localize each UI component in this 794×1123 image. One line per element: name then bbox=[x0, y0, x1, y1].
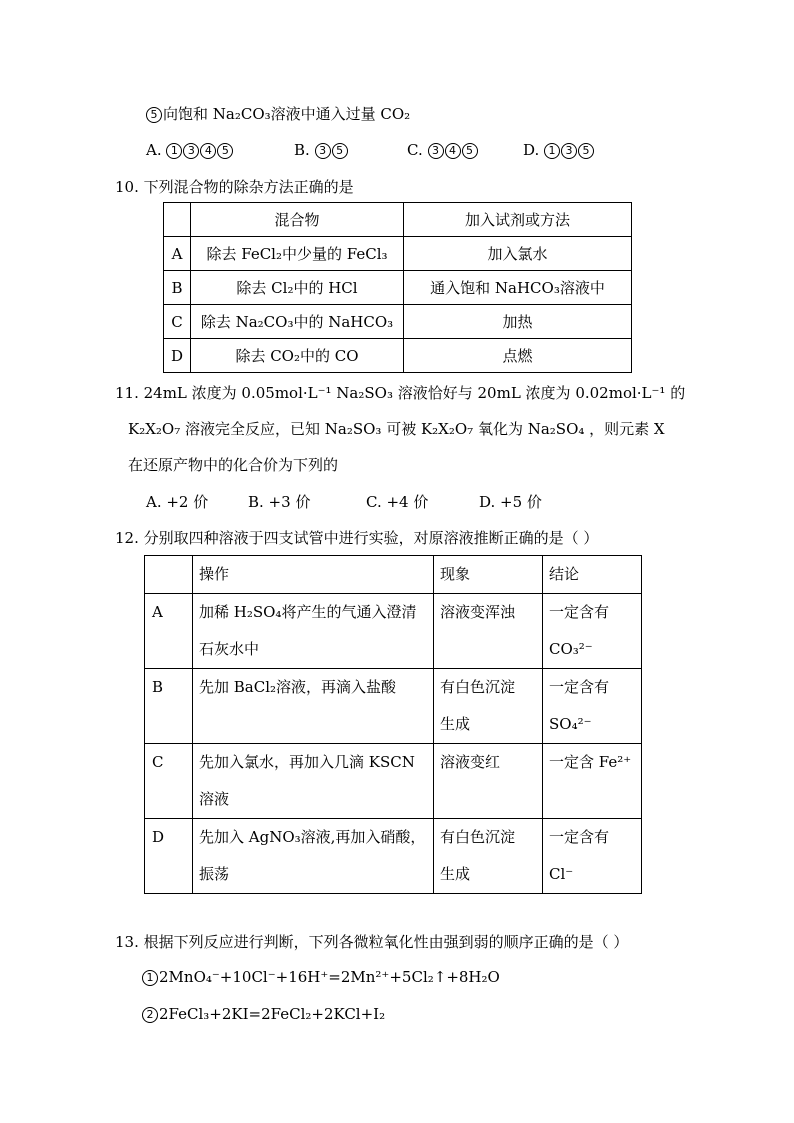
circled-number: 5 bbox=[146, 107, 162, 123]
table-row: C 先加入氯水，再加入几滴 KSCN 溶液 溶液变红 一定含 Fe²⁺ bbox=[145, 744, 642, 819]
q12-title: 12. 分别取四种溶液于四支试管中进行实验，对原溶液推断正确的是（ ） bbox=[115, 529, 599, 547]
circled-number: 5 bbox=[332, 143, 348, 159]
circled-number: 3 bbox=[315, 143, 331, 159]
circled-number: 1 bbox=[544, 143, 560, 159]
q10-table bbox=[163, 202, 632, 373]
circled-number: 1 bbox=[142, 970, 158, 986]
circled-number: 2 bbox=[142, 1007, 158, 1023]
table-row: D 除去 CO₂中的 CO 点燃 bbox=[164, 339, 632, 373]
circled-number: 5 bbox=[578, 143, 594, 159]
header-operation: 操作 bbox=[193, 556, 434, 594]
q9-option-c: C. 3 4 5 bbox=[407, 141, 479, 159]
header-conclusion: 结论 bbox=[543, 556, 642, 594]
circled-number: 1 bbox=[166, 143, 182, 159]
table-header-row bbox=[164, 203, 632, 237]
q9-option-b: B. 3 5 bbox=[294, 141, 349, 159]
q11-line-1: 11. 24mL 浓度为 0.05mol·L⁻¹ Na₂SO₃ 溶液恰好与 20mL 浓度为 0.02mol·L⁻¹ 的 bbox=[115, 384, 686, 402]
circled-number: 3 bbox=[428, 143, 444, 159]
q13-equation-1: 1 2MnO₄⁻+10Cl⁻+16H⁺=2Mn²⁺+5Cl₂↑+8H₂O bbox=[142, 968, 500, 986]
circled-number: 5 bbox=[462, 143, 478, 159]
table-row: C 除去 Na₂CO₃中的 NaHCO₃ 加热 bbox=[164, 305, 632, 339]
circled-number: 5 bbox=[217, 143, 233, 159]
q13-title: 13. 根据下列反应进行判断，下列各微粒氧化性由强到弱的顺序正确的是（ ） bbox=[115, 933, 629, 951]
circled-number: 4 bbox=[200, 143, 216, 159]
header-phenomenon: 现象 bbox=[434, 556, 543, 594]
q11-line-2: K₂X₂O₇ 溶液完全反应，已知 Na₂SO₃ 可被 K₂X₂O₇ 氧化为 Na₂SO₄ ，则元素 X bbox=[128, 420, 665, 438]
table-row: B 除去 Cl₂中的 HCl 通入饱和 NaHCO₃溶液中 bbox=[164, 271, 632, 305]
table-row: D 先加入 AgNO₃溶液,再加入硝酸， 振荡 有白色沉淀 生成 一定含有 Cl⁻ bbox=[145, 819, 642, 894]
q13-equation-2: 2 2FeCl₃+2KI=2FeCl₂+2KCl+I₂ bbox=[142, 1005, 385, 1023]
circled-number: 3 bbox=[561, 143, 577, 159]
q11-option-d: D. +5 价 bbox=[479, 493, 542, 511]
q9-item-5 bbox=[146, 103, 410, 124]
table-row: A 除去 FeCl₂中少量的 FeCl₃ 加入氯水 bbox=[164, 237, 632, 271]
table-row: A 加稀 H₂SO₄将产生的气通入澄清 石灰水中 溶液变浑浊 一定含有 CO₃²⁻ bbox=[145, 594, 642, 669]
q10-title: 10. 下列混合物的除杂方法正确的是 bbox=[115, 178, 354, 196]
circled-number: 3 bbox=[183, 143, 199, 159]
q9-item-5-text: 向饱和 Na₂CO₃溶液中通入过量 CO₂ bbox=[163, 105, 411, 123]
q11-option-c: C. +4 价 bbox=[366, 493, 429, 511]
header-mixture: 混合物 bbox=[191, 203, 404, 237]
circled-number: 4 bbox=[445, 143, 461, 159]
q9-option-d: D. 1 3 5 bbox=[523, 141, 595, 159]
table-row: B 先加 BaCl₂溶液，再滴入盐酸 有白色沉淀 生成 一定含有 SO₄²⁻ bbox=[145, 669, 642, 744]
q9-option-a: A. 1 3 4 5 bbox=[146, 141, 234, 159]
header-method: 加入试剂或方法 bbox=[404, 203, 632, 237]
q11-option-b: B. +3 价 bbox=[248, 493, 311, 511]
q11-option-a: A. +2 价 bbox=[146, 493, 209, 511]
q12-table bbox=[144, 555, 642, 894]
table-header-row bbox=[145, 556, 642, 594]
q11-line-3: 在还原产物中的化合价为下列的 bbox=[128, 456, 339, 474]
